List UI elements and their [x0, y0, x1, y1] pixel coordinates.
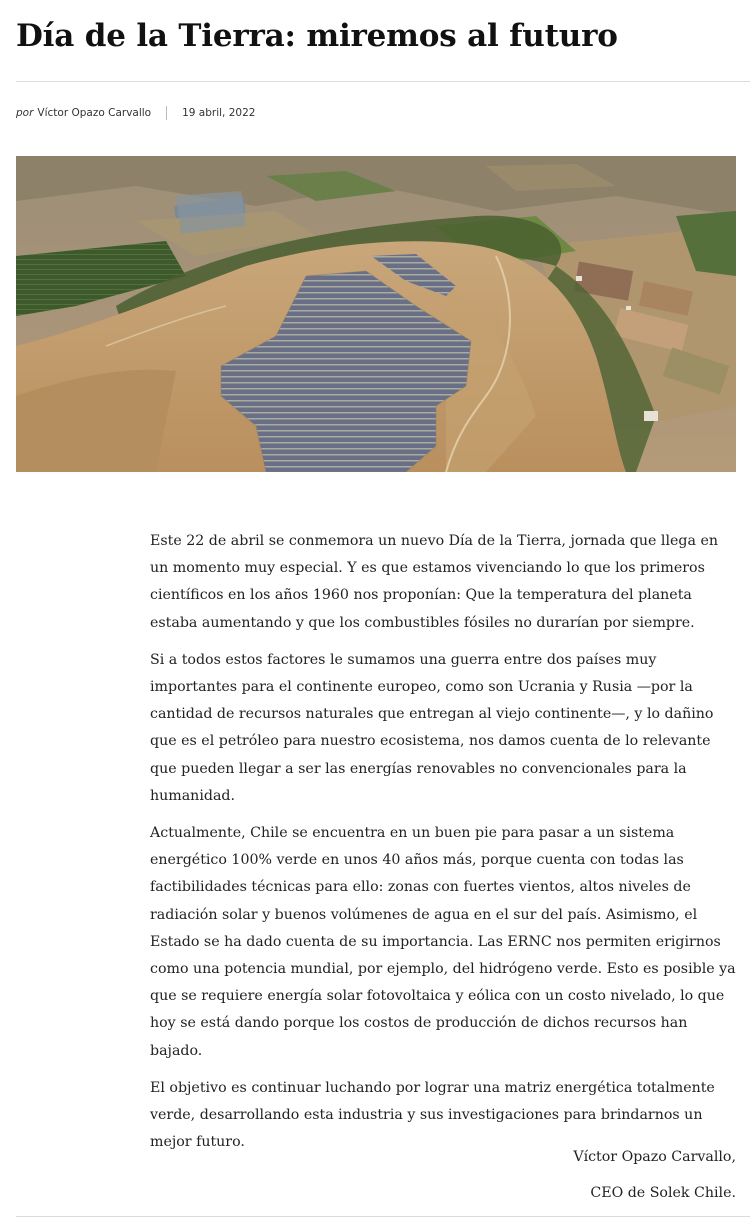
- footer-divider: [16, 1216, 750, 1217]
- solar-plant-aerial-photo: [16, 156, 736, 472]
- hero-image: [16, 156, 736, 472]
- signature-block: [573, 1143, 736, 1215]
- signature-name: Víctor Opazo Carvallo,: [573, 1149, 736, 1165]
- article-paragraph: Si a todos estos factores le sumamos una guerra entre dos países muy importantes para el continente europeo, como son Ucrania y Rusia —por la cantidad de recursos naturales que entregan al viejo continente—, y lo dañino que es el petróleo para nuestro ecosistema, nos damos cuenta de lo relevante que pueden llegar a ser las energías renovables no convencionales para la humanidad.: [150, 651, 714, 804]
- author-link[interactable]: Víctor Opazo Carvallo: [37, 107, 152, 119]
- publish-date: 19 abril, 2022: [182, 107, 256, 119]
- article-paragraph: El objetivo es continuar luchando por lograr una matriz energética totalmente verde, desarrollando esta industria y sus investigaciones para brindarnos un mejor futuro.: [150, 1079, 715, 1151]
- byline-prefix: por: [16, 107, 34, 119]
- article-paragraph: Actualmente, Chile se encuentra en un buen pie para pasar a un sistema energético 100% verde en unos 40 años más, porque cuenta con todas las factibilidades técnicas para ello: zonas con fuertes vientos, altos niveles de radiación solar y buenos volúmenes de agua en el sur del país. Asimismo, el Estado se ha dado cuenta de su importancia. Las ERNC nos permiten erigirnos como una potencia mundial, por ejemplo, del hidrógeno verde. Esto es posible ya que se requiere energía solar fotovoltaica y eólica con un costo nivelado, lo que hoy se está dando porque los costos de producción de dichos recursos han bajado.: [150, 825, 736, 1059]
- article-body: [150, 528, 740, 1166]
- byline-separator: [166, 106, 167, 120]
- article-paragraph: Este 22 de abril se conmemora un nuevo Día de la Tierra, jornada que llega en un momento muy especial. Y es que estamos vivenciando lo que los primeros científicos en los años 1960 nos proponían: Que la temperatura del planeta estaba aumentando y que los combustibles fósiles no durarían por siempre.: [150, 533, 718, 631]
- byline: [16, 106, 255, 120]
- signature-role: CEO de Solek Chile.: [590, 1185, 736, 1201]
- article-title: Día de la Tierra: miremos al futuro: [16, 18, 618, 54]
- title-divider: [16, 81, 750, 82]
